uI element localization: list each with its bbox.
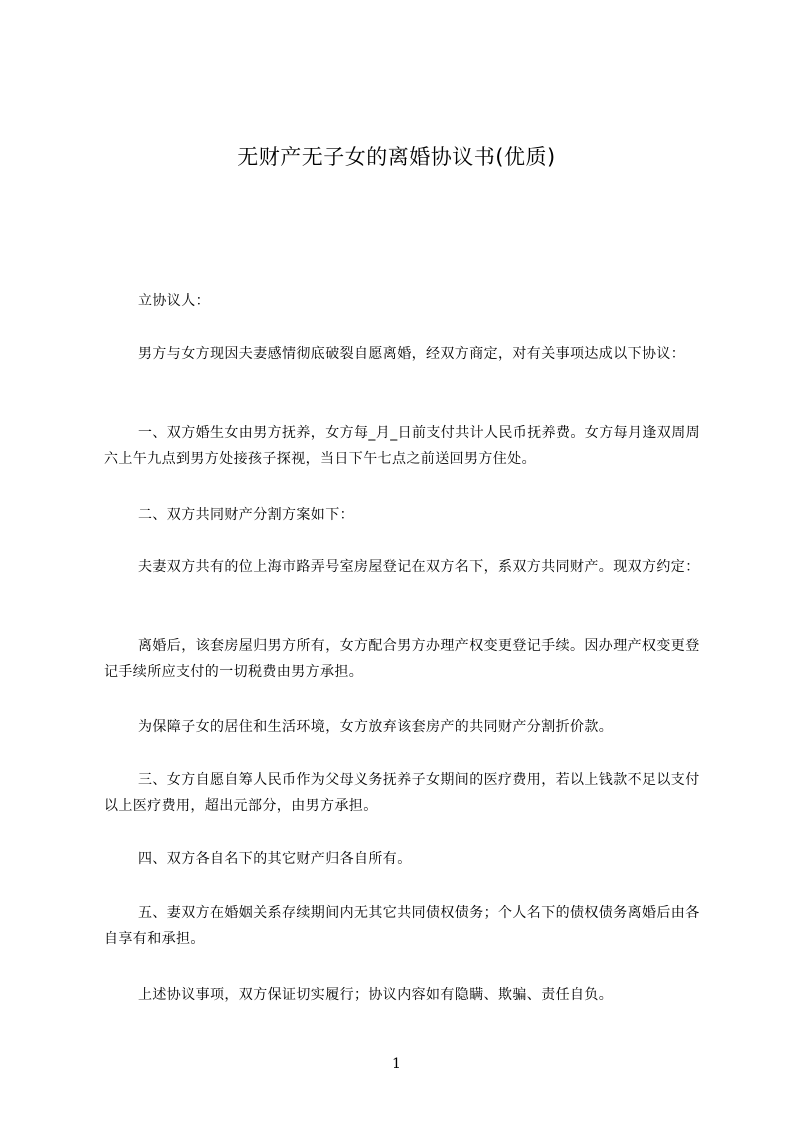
paragraph-property-waiver: 为保障子女的居住和生活环境，女方放弃该套房产的共同财产分割折价款。 [138,719,614,735]
paragraph-clause-2: 二、双方共同财产分割方案如下： [138,507,354,523]
paragraph-property-after-divorce: 离婚后，该套房屋归男方所有，女方配合男方办理产权变更登记手续。因办理产权变更登记手续所应支付的一切税费由男方承担。 [104,638,700,680]
paragraph-closing: 上述协议事项，双方保证切实履行；协议内容如有隐瞒、欺骗、责任自负。 [138,987,614,1003]
paragraph-parties: 立协议人： [138,293,210,309]
paragraph-clause-1: 一、双方婚生女由男方抚养，女方每_月_日前支付共计人民币抚养费。女方每月逢双周周六上午九点到男方处接孩子探视，当日下午七点之前送回男方住处。 [104,425,700,467]
page-number: 1 [392,1056,401,1072]
document-title: 无财产无子女的离婚协议书(优质) [237,145,556,169]
paragraph-clause-4: 四、双方各自名下的其它财产归各自所有。 [138,851,412,867]
paragraph-property: 夫妻双方共有的位上海市路弄号室房屋登记在双方名下，系双方共同财产。现双方约定： [138,559,700,575]
paragraph-clause-5: 五、妻双方在婚姻关系存续期间内无其它共同债权债务；个人名下的债权债务离婚后由各自享有和承担。 [104,905,700,947]
paragraph-intro: 男方与女方现因夫妻感情彻底破裂自愿离婚，经双方商定，对有关事项达成以下协议： [138,346,686,362]
paragraph-clause-3: 三、女方自愿自筹人民币作为父母义务抚养子女期间的医疗费用，若以上钱款不足以支付以上医疗费用，超出元部分，由男方承担。 [104,772,700,814]
